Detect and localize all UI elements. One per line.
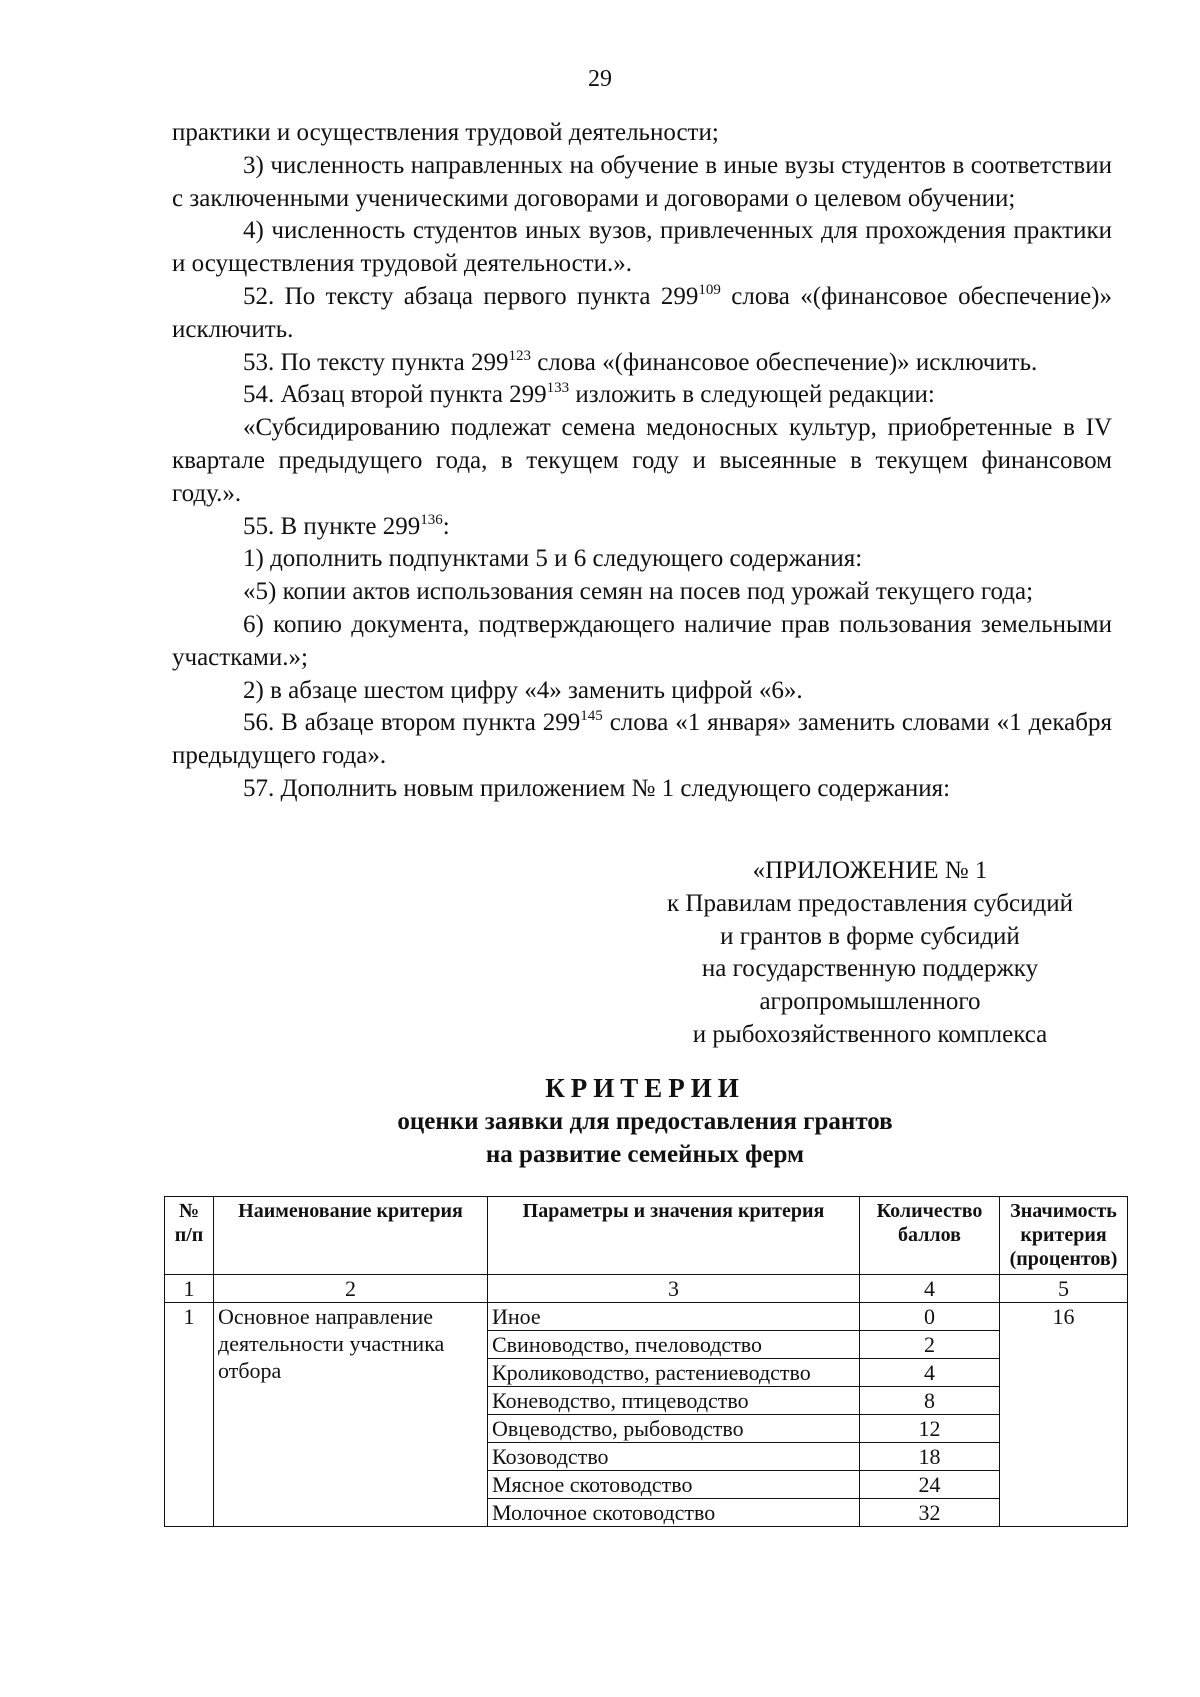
criteria-table (164, 1196, 1128, 1527)
column-header: Значимость критерия (процентов) (1000, 1197, 1128, 1275)
appendix-line: и рыбохозяйственного комплекса (692, 1020, 1048, 1048)
option-points: 24 (860, 1471, 1000, 1499)
column-header: Количество баллов (860, 1197, 1000, 1275)
paragraph: 1) дополнить подпунктами 5 и 6 следующего содержания: (243, 545, 863, 573)
paragraph: «5) копии актов использования семян на посев под урожай текущего года; (243, 578, 1034, 606)
body-text (172, 117, 1112, 806)
superscript: 109 (698, 281, 721, 298)
column-number: 1 (165, 1275, 214, 1303)
option-label: Коневодство, птицеводство (488, 1387, 860, 1415)
appendix-line: к Правилам предоставления субсидий (667, 889, 1073, 917)
option-points: 4 (860, 1359, 1000, 1387)
option-points: 32 (860, 1499, 1000, 1527)
option-points: 0 (860, 1303, 1000, 1331)
paragraph: «Субсидированию подлежат семена медоносных культур, приобретенные в IV квартале предыдущего года, в текущем году и высеянные в текущем финансовом году.». (172, 414, 1112, 507)
option-label: Овцеводство, рыбоводство (488, 1415, 860, 1443)
column-header: № п/п (165, 1197, 214, 1275)
option-label: Молочное скотоводство (488, 1499, 860, 1527)
paragraph: 2) в абзаце шестом цифру «4» заменить цифрой «6». (243, 676, 803, 704)
paragraph: 55. В пункте $299^{136}$: (243, 511, 450, 540)
paragraph: практики и осуществления трудовой деятельности; (172, 119, 719, 146)
appendix-line: «ПРИЛОЖЕНИЕ № 1 (752, 857, 988, 884)
column-number: 2 (214, 1275, 488, 1303)
option-points: 18 (860, 1443, 1000, 1471)
column-number: 4 (860, 1275, 1000, 1303)
paragraph: 4) численность студентов иных вузов, привлеченных для прохождения практики и осуществления трудовой деятельности.». (172, 217, 1112, 278)
paragraph: 52. По тексту абзаца первого пункта $299^{109}$ слова «(финансовое обеспечение)» исключить. (172, 281, 1112, 343)
superscript: 133 (546, 380, 570, 397)
option-label: Кролиководство, растениеводство (488, 1359, 860, 1387)
column-number: 5 (1000, 1275, 1128, 1303)
option-points: 8 (860, 1387, 1000, 1415)
superscript: 136 (420, 511, 443, 528)
appendix-line: на государственную поддержку (701, 955, 1039, 983)
table-header-row (165, 1197, 1128, 1275)
option-points: 12 (860, 1415, 1000, 1443)
option-label: Мясное скотоводство (488, 1471, 860, 1499)
criterion-weight: 16 (1000, 1303, 1128, 1527)
column-header: Наименование критерия (214, 1197, 488, 1275)
appendix-line: агропромышленного (759, 988, 981, 1016)
table-row (165, 1303, 1128, 1331)
option-label: Козоводство (488, 1443, 860, 1471)
criteria-subtitle: оценки заявки для предоставления грантов (397, 1108, 893, 1135)
paragraph: 57. Дополнить новым приложением № 1 следующего содержания: (243, 774, 951, 802)
page-number: 29 (588, 66, 612, 92)
paragraph: 3) численность направленных на обучение в иные вузы студентов в соответствии с заключенными ученическими договорами и договорами о целевом обучении; (172, 151, 1112, 212)
column-header: Параметры и значения критерия (488, 1197, 860, 1275)
paragraph: 53. По тексту пункта $299^{123}$ слова «(финансовое обеспечение)» исключить. (243, 347, 1038, 376)
paragraph: 54. Абзац второй пункта $299^{133}$ изложить в следующей редакции: (243, 380, 935, 409)
option-label: Свиноводство, пчеловодство (488, 1331, 860, 1359)
paragraph: 56. В абзаце втором пункта $299^{145}$ слова «1 января» заменить словами «1 декабря предыдущего года». (172, 708, 1112, 770)
criteria-subtitle: на развитие семейных ферм (485, 1141, 805, 1168)
paragraph: 6) копию документа, подтверждающего наличие прав пользования земельными участками.»; (172, 610, 1112, 671)
appendix-line: и грантов в форме субсидий (720, 922, 1020, 950)
option-label: Иное (488, 1303, 860, 1331)
criterion-name: Основное направление деятельности участника отбора (214, 1303, 488, 1527)
superscript: 145 (580, 708, 603, 725)
appendix-header (620, 855, 1120, 1052)
option-points: 2 (860, 1331, 1000, 1359)
criteria-heading: КРИТЕРИИ (545, 1073, 745, 1103)
criterion-number: 1 (165, 1303, 214, 1527)
column-number-row (165, 1275, 1128, 1303)
superscript: 123 (508, 347, 531, 364)
column-number: 3 (488, 1275, 860, 1303)
